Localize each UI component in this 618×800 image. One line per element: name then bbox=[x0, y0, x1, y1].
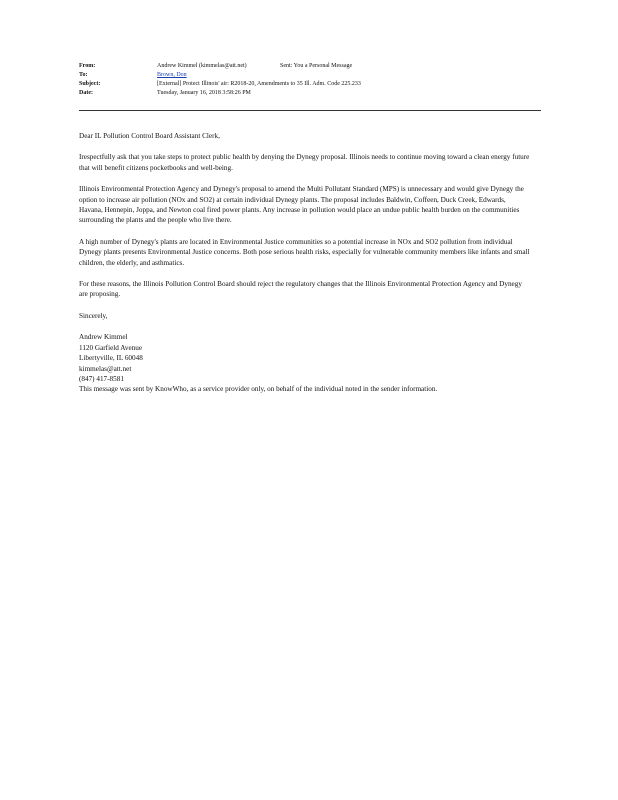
to-row bbox=[79, 71, 541, 80]
subject-label: Subject: bbox=[79, 81, 101, 87]
date-label: Date: bbox=[79, 90, 93, 96]
paragraph-3: A high number of Dynegy's plants are located in Environmental Justice communities so a potential increase in NOx and SO2 pollution from individual Dynegy plants presents Environmental Justice concerns. Both pose serious health risks, especially for vulnerable community members like infants and small children, the elderly, and asthmatics. bbox=[79, 237, 530, 267]
signature-street: 1120 Garfield Avenue bbox=[79, 343, 143, 352]
letter-body bbox=[79, 131, 531, 406]
date-value: Tuesday, January 16, 2018 3:58:26 PM bbox=[157, 90, 251, 96]
from-label: From: bbox=[79, 63, 96, 69]
signature-block bbox=[79, 332, 531, 384]
from-row bbox=[79, 62, 541, 71]
paragraph-4: For these reasons, the Illinois Pollution Control Board should reject the regulatory changes that the Illinois Environmental Protection Agency and Dynegy are proposing. bbox=[79, 280, 522, 299]
to-label: To: bbox=[79, 72, 88, 78]
to-recipient-link[interactable]: Brown, Don bbox=[157, 72, 187, 78]
subject-value: [External] Protect Illinois' air: R2018-20, Amendments to 35 Ill. Adm. Code 225.233 bbox=[157, 81, 361, 87]
email-header bbox=[79, 62, 541, 98]
salutation: Dear IL Pollution Control Board Assistant Clerk, bbox=[79, 132, 220, 140]
signature-phone: (847) 417-8581 bbox=[79, 374, 124, 383]
footer-note: This message was sent by KnowWho, as a service provider only, on behalf of the individual noted in the sender information. bbox=[79, 385, 438, 394]
paragraph-1: Irespectfully ask that you take steps to protect public health by denying the Dynegy proposal. Illinois needs to continue moving toward a clean energy future that will benefit citizens pocketbooks and well-being. bbox=[79, 153, 530, 172]
sent-value: Sent: You a Personal Message bbox=[280, 63, 353, 69]
signature-city: Libertyville, IL 60048 bbox=[79, 354, 143, 363]
subject-row bbox=[79, 80, 541, 89]
signature-email: kimmelas@att.net bbox=[79, 364, 132, 373]
closing: Sincerely, bbox=[79, 311, 108, 320]
paragraph-2: Illinois Environmental Protection Agency and Dynegy's proposal to amend the Multi Pollutant Standard (MPS) is unnecessary and would give Dynegy the option to increase air pollution (NOx and SO2) at certain individual Dynegy plants. The proposal includes Baldwin, Coffeen, Duck Creek, Edwards, Havana, Hennepin, Joppa, and Newton coal fired power plants. Any increase in pollution would place an undue public health burden on the communities surrounding the plants and the people who live there. bbox=[79, 185, 524, 225]
signature-name: Andrew Kimmel bbox=[79, 333, 128, 342]
from-value: Andrew Kimmel (kimmelas@att.net) bbox=[157, 63, 247, 69]
date-row bbox=[79, 89, 541, 98]
header-divider bbox=[79, 110, 541, 111]
